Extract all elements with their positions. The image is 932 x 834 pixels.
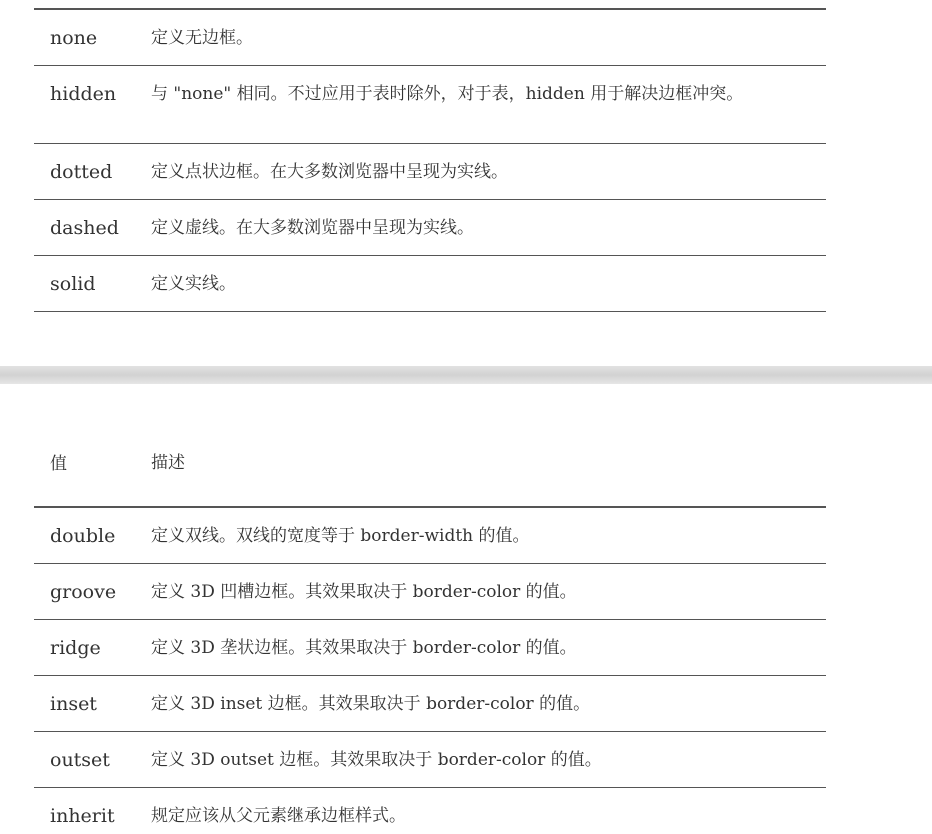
value-cell: inset [34, 675, 135, 731]
description-cell: 定义无边框。 [135, 9, 826, 65]
table-row [34, 507, 826, 563]
table-row [34, 787, 826, 834]
description-cell: 定义 3D 垄状边框。其效果取决于 border-color 的值。 [135, 619, 826, 675]
value-cell: dotted [34, 143, 135, 199]
table-row [34, 9, 826, 65]
description-cell: 定义 3D 凹槽边框。其效果取决于 border-color 的值。 [135, 563, 826, 619]
description-cell: 定义 3D outset 边框。其效果取决于 border-color 的值。 [135, 731, 826, 787]
description-cell: 定义双线。双线的宽度等于 border-width 的值。 [135, 507, 826, 563]
value-cell: ridge [34, 619, 135, 675]
value-cell: double [34, 507, 135, 563]
value-cell: outset [34, 731, 135, 787]
table-row [34, 675, 826, 731]
table-row [34, 65, 826, 143]
value-cell: dashed [34, 199, 135, 255]
description-cell: 规定应该从父元素继承边框样式。 [135, 787, 826, 834]
table-row [34, 731, 826, 787]
table-row [34, 143, 826, 199]
table-row [34, 199, 826, 255]
bottom-page-panel [0, 384, 932, 834]
border-style-table-bottom [34, 438, 826, 834]
top-page-panel [0, 0, 932, 366]
description-cell: 定义 3D inset 边框。其效果取决于 border-color 的值。 [135, 675, 826, 731]
value-cell: hidden [34, 65, 135, 143]
description-cell: 定义实线。 [135, 255, 826, 311]
description-cell: 定义虚线。在大多数浏览器中呈现为实线。 [135, 199, 826, 255]
value-cell: solid [34, 255, 135, 311]
table-row [34, 563, 826, 619]
table-row [34, 255, 826, 311]
border-style-table-top [34, 8, 826, 312]
description-cell: 与 "none" 相同。不过应用于表时除外，对于表，hidden 用于解决边框冲突。 [135, 65, 826, 143]
description-cell: 定义点状边框。在大多数浏览器中呈现为实线。 [135, 143, 826, 199]
table-row [34, 619, 826, 675]
value-column-header: 值 [34, 438, 135, 507]
description-column-header: 描述 [135, 438, 826, 507]
table-header-row [34, 438, 826, 507]
value-cell: groove [34, 563, 135, 619]
value-cell: inherit [34, 787, 135, 834]
value-cell: none [34, 9, 135, 65]
page-separator [0, 366, 932, 384]
